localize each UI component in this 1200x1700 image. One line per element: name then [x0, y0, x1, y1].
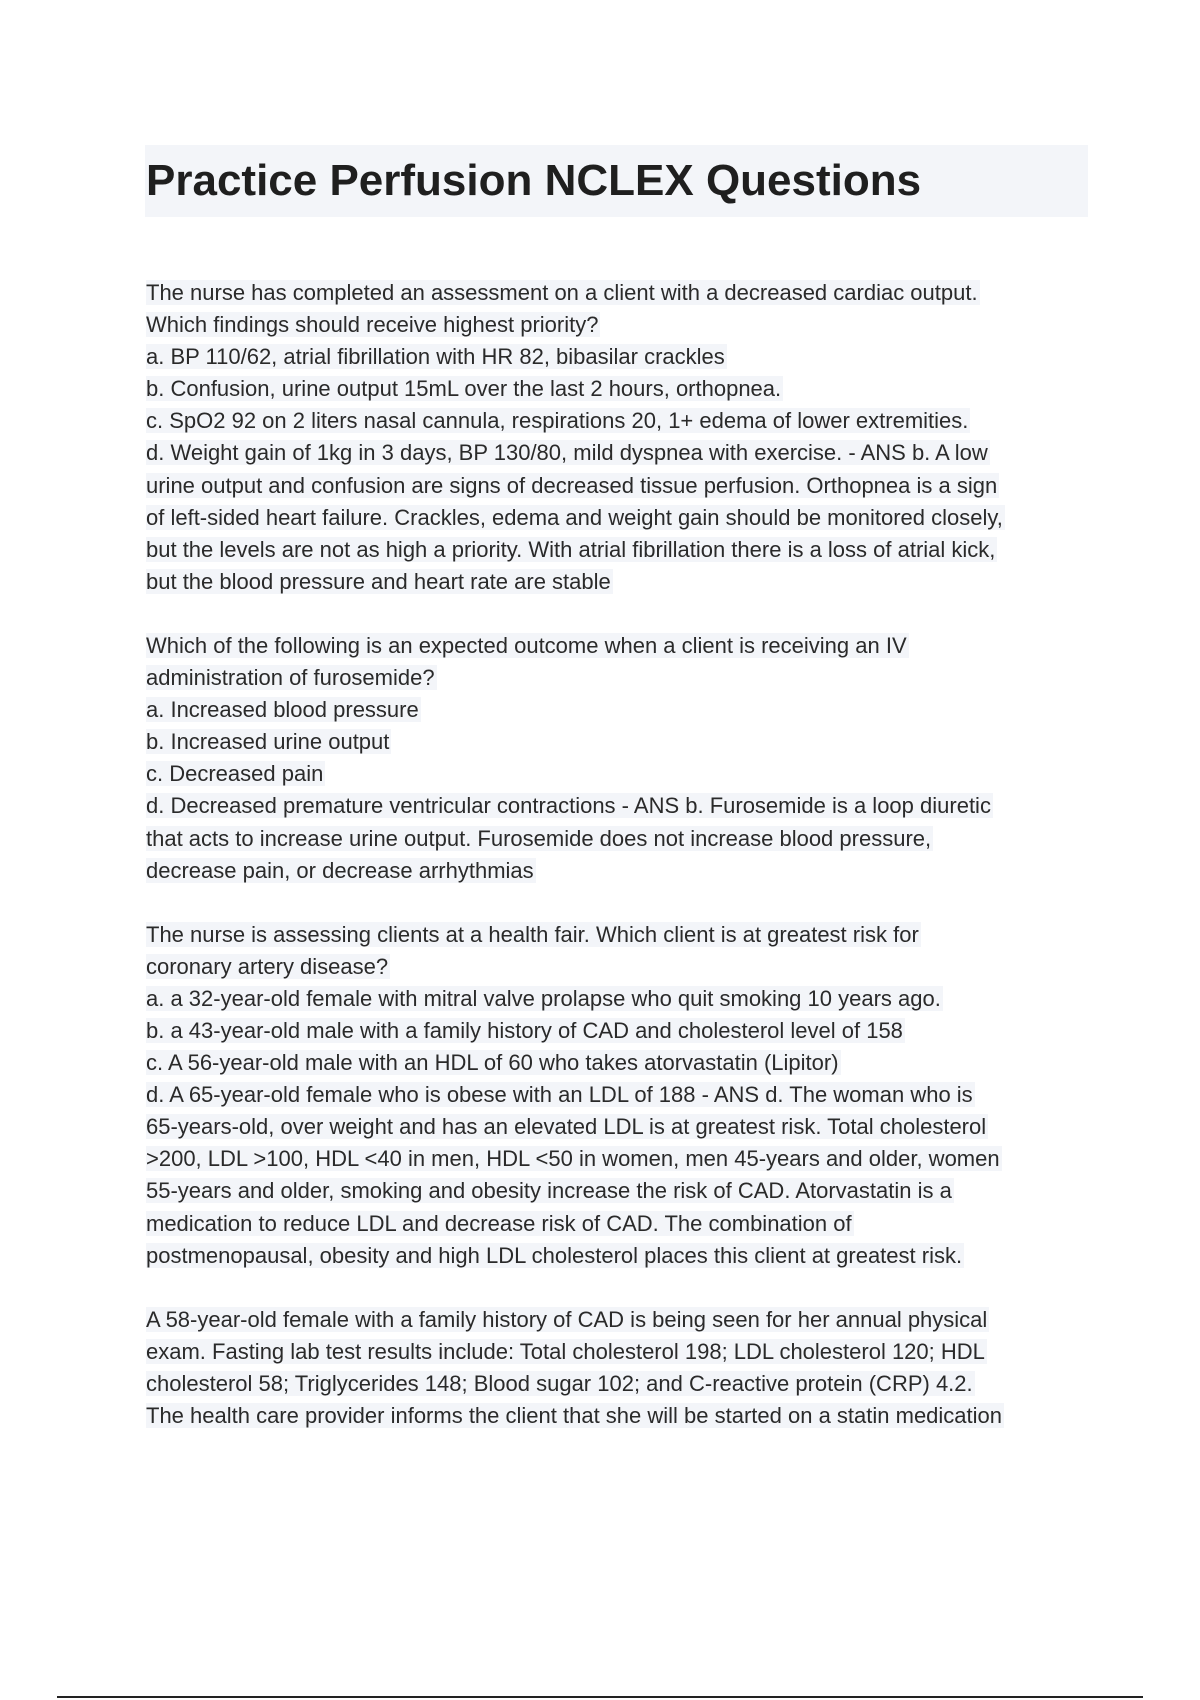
- text-run: The health care provider informs the client that she will be started on a statin medication: [146, 1403, 1003, 1428]
- text-run: d. A 65-year-old female who is obese with an LDL of 188 - ANS d. The woman who is: [146, 1082, 973, 1108]
- text-run: b. Increased urine output: [146, 729, 390, 755]
- question-text-line: [146, 790, 1091, 822]
- question-text-line: [146, 470, 1091, 502]
- text-run: exam. Fasting lab test results include: Total cholesterol 198; LDL cholesterol 120; HDL: [146, 1338, 985, 1364]
- question-text-line: [146, 983, 1091, 1015]
- text-run: 55-years and older, smoking and obesity increase the risk of CAD. Atorvastatin is a: [146, 1178, 952, 1204]
- question-block: [146, 277, 1091, 598]
- text-run: a. a 32-year-old female with mitral valve prolapse who quit smoking 10 years ago.: [146, 985, 941, 1011]
- question-block: [146, 919, 1091, 1272]
- question-text-line: [146, 373, 1091, 405]
- question-text-line: [146, 566, 1091, 598]
- question-text-line: [146, 1208, 1091, 1240]
- text-run: b. a 43-year-old male with a family history of CAD and cholesterol level of 158: [146, 1017, 903, 1043]
- text-run: that acts to increase urine output. Furosemide does not increase blood pressure,: [146, 825, 932, 851]
- question-text-line: [146, 823, 1091, 855]
- question-text-line: [146, 662, 1091, 694]
- text-run: of left-sided heart failure. Crackles, edema and weight gain should be monitored closely,: [146, 504, 1003, 530]
- text-run: >200, LDL >100, HDL <40 in men, HDL <50 in women, men 45-years and older, women: [146, 1146, 1000, 1172]
- text-run: d. Weight gain of 1kg in 3 days, BP 130/80, mild dyspnea with exercise. - ANS b. A low: [146, 440, 988, 466]
- question-text-line: [146, 1175, 1091, 1207]
- text-run: The nurse has completed an assessment on a client with a decreased cardiac output.: [146, 280, 978, 305]
- text-run: postmenopausal, obesity and high LDL cholesterol places this client at greatest risk.: [146, 1242, 963, 1268]
- question-text-line: [146, 1336, 1091, 1368]
- question-text-line: [146, 1047, 1091, 1079]
- question-text-line: [146, 405, 1091, 437]
- question-block: [146, 630, 1091, 887]
- text-run: d. Decreased premature ventricular contractions - ANS b. Furosemide is a loop diuretic: [146, 793, 991, 819]
- question-text-line: [146, 1368, 1091, 1400]
- question-text-line: [146, 951, 1091, 983]
- question-text-line: [146, 309, 1091, 341]
- question-text-line: [146, 630, 1091, 662]
- text-run: but the blood pressure and heart rate are stable: [146, 568, 611, 594]
- text-run: c. Decreased pain: [146, 761, 324, 787]
- question-text-line: [146, 1143, 1091, 1175]
- text-run: a. Increased blood pressure: [146, 697, 419, 723]
- question-text-line: [146, 1240, 1091, 1272]
- questions-content: [146, 277, 1091, 1464]
- question-text-line: [146, 1111, 1091, 1143]
- text-run: The nurse is assessing clients at a health fair. Which client is at greatest risk for: [146, 921, 919, 947]
- question-text-line: [146, 919, 1091, 951]
- text-run: but the levels are not as high a priority. With atrial fibrillation there is a loss of atrial kick,: [146, 536, 996, 562]
- text-run: 65-years-old, over weight and has an elevated LDL is at greatest risk. Total cholesterol: [146, 1114, 987, 1140]
- text-run: decrease pain, or decrease arrhythmias: [146, 857, 534, 883]
- text-run: c. SpO2 92 on 2 liters nasal cannula, respirations 20, 1+ edema of lower extremities.: [146, 408, 969, 434]
- question-block: [146, 1304, 1091, 1432]
- page-title: Practice Perfusion NCLEX Questions: [146, 156, 922, 205]
- text-run: c. A 56-year-old male with an HDL of 60 who takes atorvastatin (Lipitor): [146, 1050, 839, 1076]
- text-run: Which findings should receive highest priority?: [146, 312, 599, 338]
- text-run: A 58-year-old female with a family history of CAD is being seen for her annual physical: [146, 1306, 988, 1332]
- text-run: administration of furosemide?: [146, 665, 435, 691]
- text-run: cholesterol 58; Triglycerides 148; Blood sugar 102; and C-reactive protein (CRP) 4.2.: [146, 1370, 973, 1396]
- question-text-line: [146, 502, 1091, 534]
- question-text-line: [146, 341, 1091, 373]
- text-run: coronary artery disease?: [146, 953, 389, 979]
- text-run: urine output and confusion are signs of decreased tissue perfusion. Orthopnea is a sign: [146, 472, 998, 498]
- question-text-line: [146, 1400, 1091, 1432]
- text-run: medication to reduce LDL and decrease risk of CAD. The combination of: [146, 1210, 852, 1236]
- question-text-line: [146, 1079, 1091, 1111]
- footer-divider: [57, 1696, 1143, 1698]
- question-text-line: [146, 855, 1091, 887]
- text-run: a. BP 110/62, atrial fibrillation with HR 82, bibasilar crackles: [146, 344, 725, 370]
- question-text-line: [146, 726, 1091, 758]
- question-text-line: [146, 534, 1091, 566]
- question-text-line: [146, 437, 1091, 469]
- question-text-line: [146, 758, 1091, 790]
- text-run: Which of the following is an expected outcome when a client is receiving an IV: [146, 632, 907, 658]
- question-text-line: [146, 277, 1091, 309]
- question-text-line: [146, 694, 1091, 726]
- question-text-line: [146, 1015, 1091, 1047]
- text-run: b. Confusion, urine output 15mL over the last 2 hours, orthopnea.: [146, 376, 782, 402]
- question-text-line: [146, 1304, 1091, 1336]
